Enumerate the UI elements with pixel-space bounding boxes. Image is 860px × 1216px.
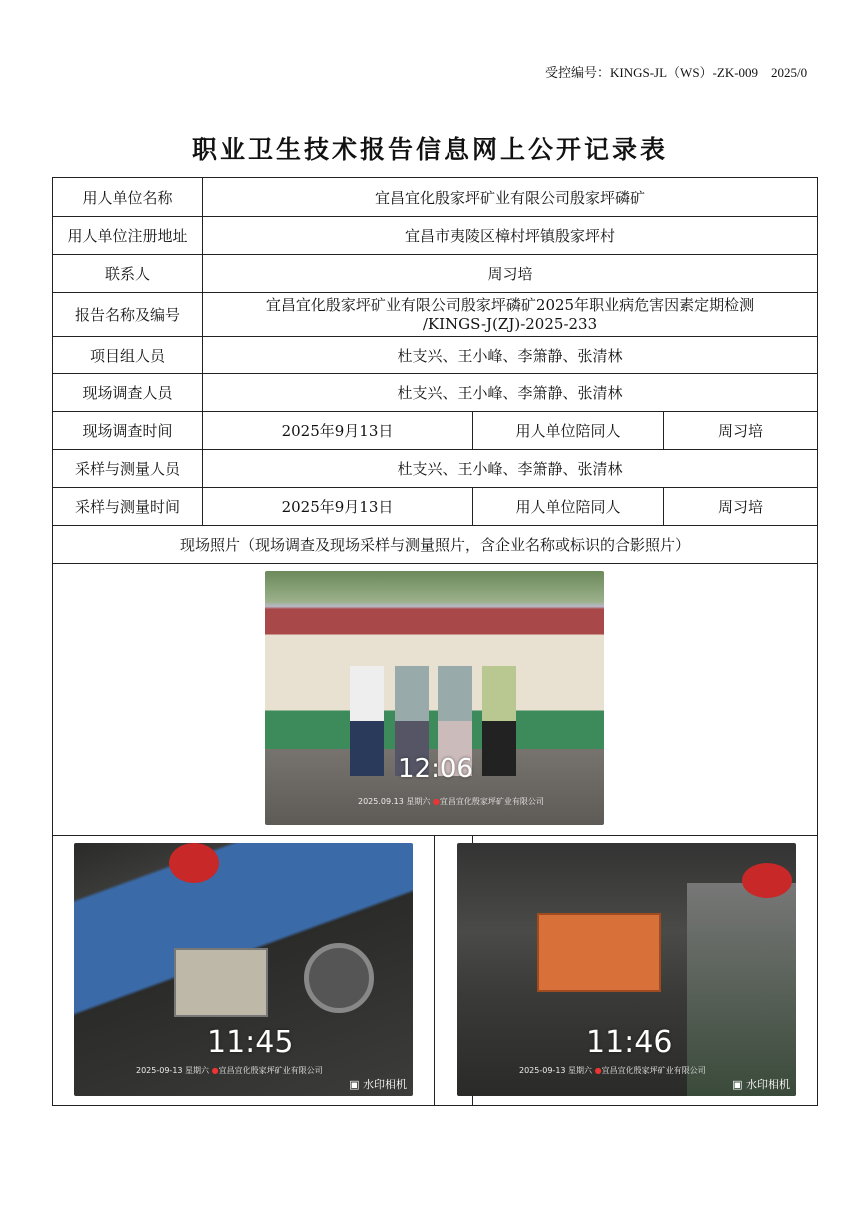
photos-label: 现场照片（现场调查及现场采样与测量照片，含企业名称或标识的合影照片） [53, 526, 818, 564]
survey-time-label: 现场调查时间 [53, 412, 203, 450]
camera-icon: ▣ [349, 1078, 360, 1091]
sampling-photo-right [457, 843, 796, 1096]
camera-icon: ▣ [732, 1078, 743, 1091]
report-value [203, 293, 818, 337]
survey-escort-label: 用人单位陪同人 [473, 412, 664, 450]
survey-staff-value: 杜支兴、王小峰、李箫静、张清林 [203, 374, 818, 412]
mine-vehicle [537, 913, 661, 992]
sampling-time-value: 2025年9月13日 [203, 488, 473, 526]
location-pin-icon: ● [432, 797, 440, 806]
photo-location: 宜昌宜化殷家坪矿业有限公司 [601, 1066, 706, 1075]
report-name: 宜昌宜化殷家坪矿业有限公司殷家坪磷矿2025年职业病危害因素定期检测 [265, 295, 755, 314]
instrument-box [174, 948, 268, 1017]
watermark-camera-brand: ▣ 水印相机 [349, 1078, 407, 1091]
page-title: 职业卫生技术报告信息网上公开记录表 [191, 135, 668, 164]
sampling-time-label: 采样与测量时间 [53, 488, 203, 526]
sampling-escort-label: 用人单位陪同人 [473, 488, 664, 526]
team-value: 杜支兴、王小峰、李箫静、张清林 [203, 337, 818, 374]
sampling-staff-label: 采样与测量人员 [53, 450, 203, 488]
photo-time: 12:06 [398, 754, 473, 784]
photo-location: 宜昌宜化殷家坪矿业有限公司 [439, 797, 544, 806]
sampling-escort-value: 周习培 [664, 488, 818, 526]
address-value: 宜昌市夷陵区樟村坪镇殷家坪村 [203, 217, 818, 255]
employer-label: 用人单位名称 [53, 178, 203, 217]
photo-time: 11:45 [207, 1025, 294, 1060]
photo-divider [434, 835, 435, 1105]
helmet [169, 843, 219, 883]
group-photo [265, 571, 604, 825]
helmet [742, 863, 792, 898]
employer-value: 宜昌宜化殷家坪矿业有限公司殷家坪磷矿 [203, 178, 818, 217]
photo-time: 11:46 [586, 1025, 673, 1060]
photo-location: 宜昌宜化殷家坪矿业有限公司 [218, 1066, 323, 1075]
survey-staff-label: 现场调查人员 [53, 374, 203, 412]
photo-meta [519, 1065, 706, 1076]
address-label: 用人单位注册地址 [53, 217, 203, 255]
photo-meta [136, 1065, 323, 1076]
sampling-staff-value: 杜支兴、王小峰、李箫静、张清林 [203, 450, 818, 488]
location-pin-icon: ● [211, 1066, 219, 1075]
contact-value: 周习培 [203, 255, 818, 293]
photo-date: 2025.09.13 星期六 [358, 797, 431, 806]
photo-date: 2025-09-13 星期六 [136, 1066, 210, 1075]
report-number: /KINGS-J(ZJ)-2025-233 [422, 314, 598, 333]
contact-label: 联系人 [53, 255, 203, 293]
location-pin-icon: ● [594, 1066, 602, 1075]
watermark-camera-brand: ▣ 水印相机 [732, 1078, 790, 1091]
survey-escort-value: 周习培 [664, 412, 818, 450]
photo-date: 2025-09-13 星期六 [519, 1066, 593, 1075]
report-label: 报告名称及编号 [53, 293, 203, 337]
control-number: 受控编号：KINGS-JL（WS）-ZK-009 2025/0 [545, 65, 808, 80]
truck-wheel [304, 943, 374, 1013]
sampling-photo-left [74, 843, 413, 1096]
survey-time-value: 2025年9月13日 [203, 412, 473, 450]
photo-meta [358, 796, 544, 807]
team-label: 项目组人员 [53, 337, 203, 374]
